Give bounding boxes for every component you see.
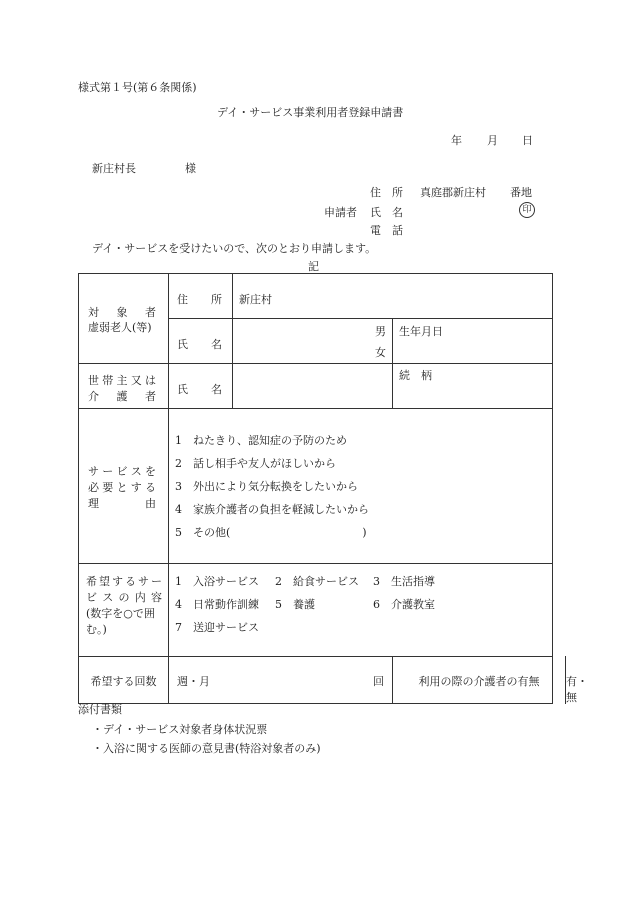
service-label-line3: (数字を○で囲 [86,607,155,620]
attachment-item: ・入浴に関する医師の意見書(特浴対象者のみ) [92,742,321,755]
service-label-line1: 希望するサー [86,575,162,588]
caregiver-label: 利用の際の介護者の有無 [418,675,540,688]
reason-label-line1: サービスを [88,465,156,478]
name-value-cell[interactable] [233,319,393,364]
ki-marker: 記 [308,260,319,273]
service-option[interactable]: 6 介護教室 [373,598,435,611]
intro-text: デイ・サービスを受けたいので、次のとおり申請します。 [92,242,377,255]
service-label-cell [79,564,169,657]
date-year-label: 年 [451,134,462,147]
householder-label-line1: 世帯主又は [88,374,156,387]
service-option[interactable]: 4 日常動作訓練 [175,598,259,611]
attachments-title: 添付書類 [78,703,122,716]
householder-name-label: 氏 名 [177,383,222,396]
service-option[interactable]: 1 入浴サービス [175,575,259,588]
subject-label-cell [79,274,169,364]
applicant-label: 申請者 [324,206,357,219]
service-option[interactable]: 3 生活指導 [373,575,435,588]
reason-option[interactable]: 2 話し相手や友人がほしいから [175,457,336,470]
reason-option[interactable]: 4 家族介護者の負担を軽減したいから [175,503,369,516]
service-option[interactable]: 2 給食サービス [275,575,359,588]
applicant-address-label: 住 所 [370,186,403,199]
householder-label-cell [79,364,169,409]
reason-options-cell [169,409,553,564]
relation-cell[interactable] [393,364,553,409]
frequency-value-cell[interactable] [169,657,393,704]
reason-label-cell [79,409,169,564]
reason-option[interactable]: 1 ねたきり、認知症の予防のため [175,434,347,447]
attachment-item: ・デイ・サービス対象者身体状況票 [92,723,268,736]
honorific: 様 [185,162,196,175]
applicant-address-suffix: 番地 [510,186,532,199]
birthdate-label: 生年月日 [399,325,443,338]
service-option[interactable]: 7 送迎サービス [175,621,259,634]
document-title: デイ・サービス事業利用者登録申請書 [217,106,404,119]
reason-option[interactable]: 3 外出により気分転換をしたいから [175,480,358,493]
subject-label-line2: 虚弱老人(等) [88,321,152,334]
householder-name-label-cell [169,364,233,409]
address-label-cell [169,274,233,319]
date-day-label: 日 [522,134,533,147]
date-month-label: 月 [487,134,498,147]
frequency-unit[interactable]: 週・月 [177,675,210,688]
reason-label-line2: 必要とする [88,481,156,494]
caregiver-cell: 利用の際の介護者の有無 有・無 [393,657,553,704]
application-table [78,273,588,704]
service-label-line2: ビスの内容 [86,591,162,604]
name-label-cell [169,319,233,364]
subject-label-line1: 対 象 者 [88,306,156,319]
frequency-label-cell [79,657,169,704]
address-label: 住 所 [177,293,222,306]
address-value: 新庄村 [239,293,272,306]
frequency-count-label: 回 [373,675,384,688]
applicant-phone-label: 電 話 [370,224,403,237]
sex-male[interactable]: 男 [375,325,386,338]
reason-option[interactable]: 5 その他( ) [175,526,367,539]
applicant-address-value: 真庭郡新庄村 [420,186,486,199]
relation-label: 続 柄 [399,369,432,382]
address-value-cell[interactable] [233,274,553,319]
seal-mark: 印 [519,202,535,218]
frequency-label: 希望する回数 [90,675,157,688]
householder-label-line2: 介 護 者 [88,390,156,403]
addressee: 新庄村長 [92,162,136,175]
service-label-line4: む。) [86,623,107,636]
service-option[interactable]: 5 養護 [275,598,315,611]
form-number: 様式第１号(第６条関係) [78,81,197,94]
applicant-name-label: 氏 名 [370,206,403,219]
birthdate-cell[interactable] [393,319,553,364]
reason-label-line3: 理 由 [88,497,156,510]
sex-female[interactable]: 女 [375,346,386,359]
householder-name-value-cell[interactable] [233,364,393,409]
service-options-cell [169,564,553,657]
name-label: 氏 名 [177,338,222,351]
